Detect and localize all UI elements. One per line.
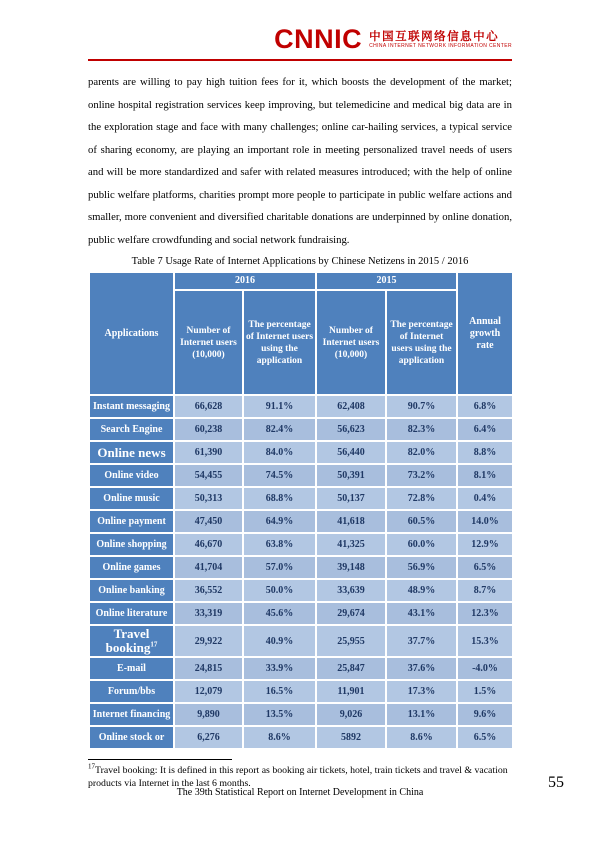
logo-english-text: CHINA INTERNET NETWORK INFORMATION CENTER — [369, 42, 512, 49]
users-2016-cell: 50,313 — [174, 487, 243, 510]
users-2016-cell: 29,922 — [174, 625, 243, 657]
growth-rate-cell: 6.4% — [457, 418, 513, 441]
pct-2016-cell: 68.8% — [243, 487, 316, 510]
pct-2016-cell: 16.5% — [243, 680, 316, 703]
users-2015-cell: 39,148 — [316, 556, 386, 579]
application-name-cell: Online stock or — [89, 726, 174, 749]
pct-2015-cell: 90.7% — [386, 395, 457, 418]
users-2016-cell: 24,815 — [174, 657, 243, 680]
table-row — [89, 625, 513, 657]
users-2015-cell: 5892 — [316, 726, 386, 749]
pct-2015-cell: 43.1% — [386, 602, 457, 625]
users-2016-cell: 6,276 — [174, 726, 243, 749]
column-header-pct-2016: The percentage of Internet users using the application — [243, 290, 316, 395]
logo-chinese-text: 中国互联网络信息中心 — [369, 28, 500, 43]
table-row — [89, 657, 513, 680]
footnote-marker: 17 — [88, 762, 95, 771]
users-2016-cell: 41,704 — [174, 556, 243, 579]
table-row — [89, 441, 513, 464]
users-2015-cell: 9,026 — [316, 703, 386, 726]
body-paragraph: parents are willing to pay high tuition fees for it, which boosts the development of the market; online hospital registration services keep improving, but telemedicine and medical big data are in the exploration stage and face with many challenges; online car-hailing services, a typical service of sharing economy, are playing an important role in meeting personalized travel needs of users and will be more standardized and safer with related measures introduced; with the help of online public welfare platforms, charities prompt more people to participate in public welfare actions and smaller, more convenient and diversified charitable donations are underpinned by online donation, public welfare crowdfunding and social network fundraising. — [88, 76, 512, 246]
users-2016-cell: 54,455 — [174, 464, 243, 487]
page-number: 55 — [548, 774, 564, 791]
pct-2015-cell: 8.6% — [386, 726, 457, 749]
growth-rate-cell: 6.5% — [457, 726, 513, 749]
column-header-applications: Applications — [89, 272, 174, 395]
year-header-row — [89, 272, 513, 290]
application-name-cell: Travel booking$^{17}$ — [89, 625, 174, 657]
page-header — [88, 0, 512, 61]
application-name-cell: Online shopping — [89, 533, 174, 556]
table-row — [89, 395, 513, 418]
users-2015-cell: 11,901 — [316, 680, 386, 703]
pct-2016-cell: 45.6% — [243, 602, 316, 625]
growth-rate-cell: 8.1% — [457, 464, 513, 487]
growth-rate-cell: 12.3% — [457, 602, 513, 625]
table-caption: Table 7 Usage Rate of Internet Applications by Chinese Netizens in 2015 / 2016 — [131, 256, 469, 267]
footnote-separator-rule — [88, 759, 232, 760]
table-row — [89, 726, 513, 749]
pct-2015-cell: 37.7% — [386, 625, 457, 657]
pct-2015-cell: 17.3% — [386, 680, 457, 703]
pct-2016-cell: 84.0% — [243, 441, 316, 464]
table-row — [89, 418, 513, 441]
application-name-cell: Online music — [89, 487, 174, 510]
column-header-users-2015: Number of Internet users (10,000) — [316, 290, 386, 395]
users-2015-cell: 56,440 — [316, 441, 386, 464]
table-body — [89, 395, 513, 749]
pct-2016-cell: 50.0% — [243, 579, 316, 602]
growth-rate-cell: 8.7% — [457, 579, 513, 602]
pct-2016-cell: 74.5% — [243, 464, 316, 487]
users-2015-cell: 56,623 — [316, 418, 386, 441]
growth-rate-cell: -4.0% — [457, 657, 513, 680]
table-row — [89, 487, 513, 510]
users-2016-cell: 47,450 — [174, 510, 243, 533]
growth-rate-cell: 9.6% — [457, 703, 513, 726]
application-name-cell: E-mail — [89, 657, 174, 680]
users-2015-cell: 41,325 — [316, 533, 386, 556]
growth-rate-cell: 8.8% — [457, 441, 513, 464]
pct-2016-cell: 57.0% — [243, 556, 316, 579]
users-2015-cell: 25,955 — [316, 625, 386, 657]
pct-2016-cell: 33.9% — [243, 657, 316, 680]
users-2016-cell: 12,079 — [174, 680, 243, 703]
pct-2016-cell: 8.6% — [243, 726, 316, 749]
users-2015-cell: 33,639 — [316, 579, 386, 602]
cnnic-logo-text: CNNIC — [274, 24, 363, 54]
pct-2016-cell: 91.1% — [243, 395, 316, 418]
table-row — [89, 602, 513, 625]
application-name-cell: Instant messaging — [89, 395, 174, 418]
table-row — [89, 464, 513, 487]
application-name-cell: Search Engine — [89, 418, 174, 441]
growth-rate-cell: 15.3% — [457, 625, 513, 657]
users-2016-cell: 9,890 — [174, 703, 243, 726]
users-2016-cell: 36,552 — [174, 579, 243, 602]
pct-2016-cell: 63.8% — [243, 533, 316, 556]
pct-2015-cell: 56.9% — [386, 556, 457, 579]
growth-rate-cell: 12.9% — [457, 533, 513, 556]
pct-2015-cell: 13.1% — [386, 703, 457, 726]
users-2015-cell: 50,137 — [316, 487, 386, 510]
pct-2016-cell: 13.5% — [243, 703, 316, 726]
growth-rate-cell: 6.5% — [457, 556, 513, 579]
users-2015-cell: 50,391 — [316, 464, 386, 487]
application-name-cell: Online payment — [89, 510, 174, 533]
column-header-pct-2015: The percentage of Internet users using the application — [386, 290, 457, 395]
pct-2015-cell: 73.2% — [386, 464, 457, 487]
growth-rate-cell: 0.4% — [457, 487, 513, 510]
table-row — [89, 680, 513, 703]
pct-2016-cell: 64.9% — [243, 510, 316, 533]
users-2016-cell: 61,390 — [174, 441, 243, 464]
column-header-growth-rate: Annual growth rate — [457, 272, 513, 395]
users-2016-cell: 46,670 — [174, 533, 243, 556]
pct-2015-cell: 72.8% — [386, 487, 457, 510]
table-row — [89, 510, 513, 533]
users-2015-cell: 29,674 — [316, 602, 386, 625]
application-name-cell: Internet financing — [89, 703, 174, 726]
pct-2015-cell: 48.9% — [386, 579, 457, 602]
application-name-cell: Online news — [89, 441, 174, 464]
cnnic-logo-captions — [369, 29, 512, 50]
application-name-cell: Online banking — [89, 579, 174, 602]
column-header-year-2016: 2016 — [174, 272, 316, 290]
users-2015-cell: 41,618 — [316, 510, 386, 533]
table-row — [89, 533, 513, 556]
application-name-cell: Online literature — [89, 602, 174, 625]
pct-2015-cell: 60.5% — [386, 510, 457, 533]
users-2016-cell: 60,238 — [174, 418, 243, 441]
column-header-users-2016: Number of Internet users (10,000) — [174, 290, 243, 395]
footnote — [88, 759, 512, 790]
growth-rate-cell: 1.5% — [457, 680, 513, 703]
footnote-body: Travel booking: It is defined in this report as booking air tickets, hotel, train tickets and travel & vacation products via Internet in the last 6 months. — [88, 765, 508, 789]
table-row — [89, 556, 513, 579]
column-header-year-2015: 2015 — [316, 272, 457, 290]
users-2015-cell: 62,408 — [316, 395, 386, 418]
pct-2015-cell: 82.0% — [386, 441, 457, 464]
cnnic-logo — [274, 24, 512, 54]
pct-2016-cell: 40.9% — [243, 625, 316, 657]
table-row — [89, 703, 513, 726]
footer-title: The 39th Statistical Report on Internet Development in China — [176, 787, 424, 798]
pct-2015-cell: 60.0% — [386, 533, 457, 556]
application-name-cell: Online games — [89, 556, 174, 579]
table-header — [89, 272, 513, 395]
page-content — [88, 0, 512, 790]
pct-2015-cell: 37.6% — [386, 657, 457, 680]
users-2016-cell: 66,628 — [174, 395, 243, 418]
application-footnote-marker: 17 — [150, 640, 158, 649]
table-row — [89, 579, 513, 602]
usage-rate-table — [88, 271, 514, 750]
application-name-cell: Online video — [89, 464, 174, 487]
users-2016-cell: 33,319 — [174, 602, 243, 625]
application-name-cell: Forum/bbs — [89, 680, 174, 703]
growth-rate-cell: 14.0% — [457, 510, 513, 533]
pct-2015-cell: 82.3% — [386, 418, 457, 441]
users-2015-cell: 25,847 — [316, 657, 386, 680]
pct-2016-cell: 82.4% — [243, 418, 316, 441]
growth-rate-cell: 6.8% — [457, 395, 513, 418]
